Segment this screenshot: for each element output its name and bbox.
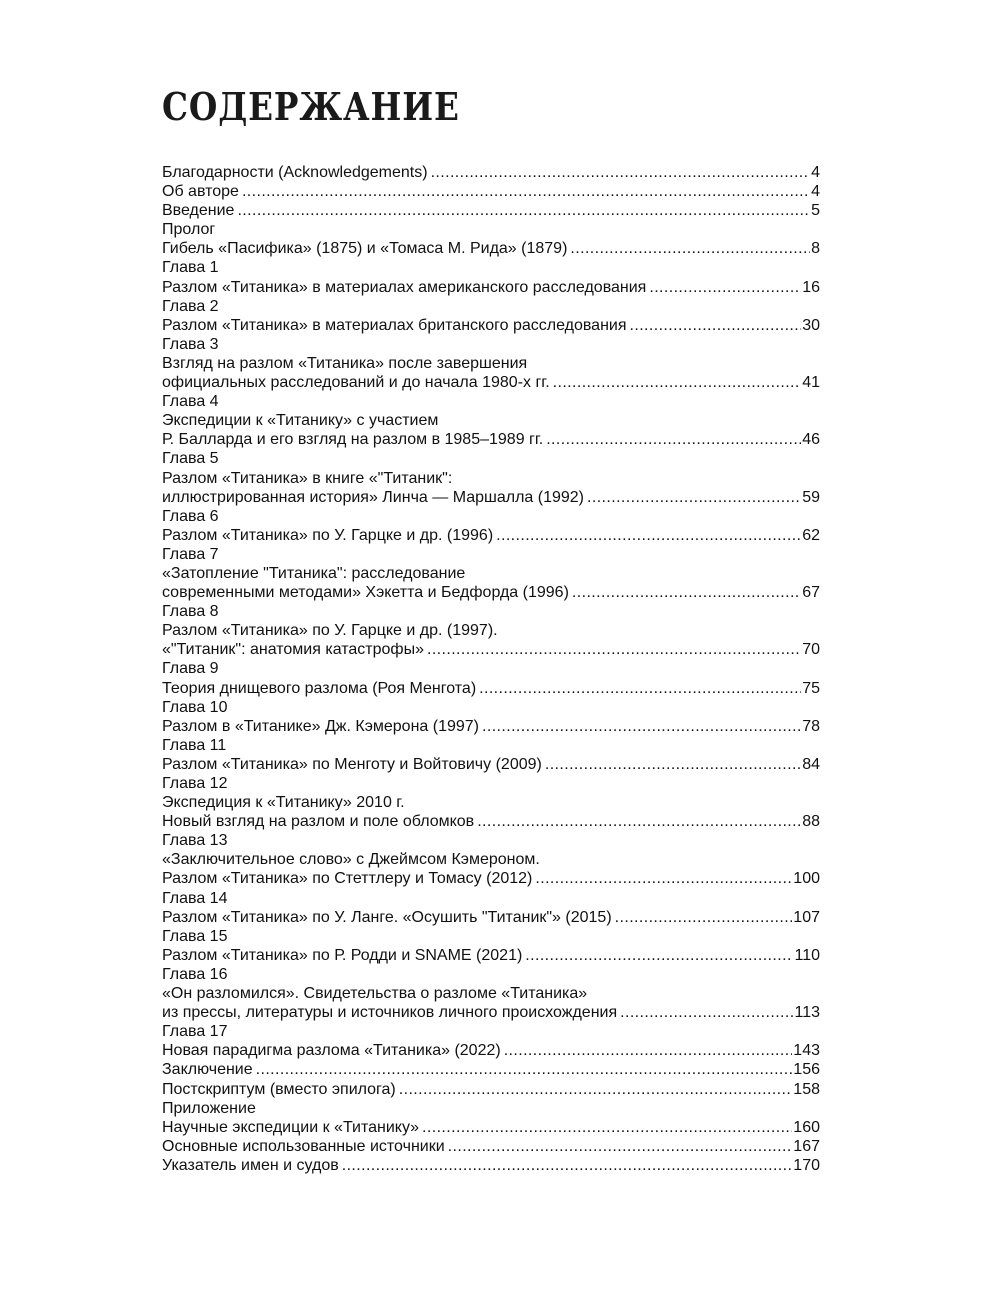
toc-entry-text: Глава 2	[162, 297, 219, 315]
toc-page-number: 46	[802, 431, 820, 449]
dot-leader	[649, 278, 801, 297]
toc-entry	[162, 965, 820, 1022]
toc-line	[162, 793, 820, 812]
toc-line	[162, 507, 820, 526]
toc-page-number: 167	[793, 1137, 820, 1155]
toc-line	[162, 545, 820, 564]
toc-line	[162, 220, 820, 239]
toc-entry	[162, 163, 820, 182]
toc-line-with-page	[162, 1137, 820, 1156]
dot-leader	[570, 239, 810, 258]
toc-entry-text: Заключение	[162, 1061, 253, 1079]
toc-line-with-page	[162, 1041, 820, 1060]
toc-line-with-page	[162, 869, 820, 888]
toc-line-with-page	[162, 278, 820, 297]
toc-entry	[162, 1137, 820, 1156]
toc-page-number: 4	[811, 164, 820, 181]
toc-line-with-page	[162, 316, 820, 335]
toc-entry-text: Разлом «Титаника» по У. Гарцке и др. (1996)	[162, 526, 494, 544]
toc-line	[162, 297, 820, 316]
toc-entry-text: Глава 8	[162, 603, 219, 621]
toc-entry-text: Глава 15	[162, 927, 228, 945]
toc-page-number: 70	[802, 641, 820, 659]
toc-entry-text: Глава 5	[162, 450, 219, 468]
toc-entry-text: Разлом «Титаника» в книге «"Титаник":	[162, 469, 453, 487]
toc-entry-text: Разлом «Титаника» по У. Ланге. «Осушить "Титаник"» (2015)	[162, 908, 612, 926]
toc-entry	[162, 297, 820, 335]
toc-entry-text: Глава 1	[162, 259, 219, 277]
toc-entry-text: Глава 7	[162, 545, 219, 563]
toc-entry	[162, 831, 820, 888]
toc-page-number: 160	[793, 1118, 820, 1136]
page-title: СОДЕРЖАНИЕ	[162, 84, 460, 129]
toc-page-number: 84	[802, 755, 820, 773]
dot-leader	[256, 1060, 793, 1079]
toc-page-number: 4	[811, 183, 820, 201]
toc-entry-text: Об авторе	[162, 183, 239, 201]
toc-line-with-page	[162, 908, 820, 927]
toc-line	[162, 659, 820, 678]
toc-line	[162, 1022, 820, 1041]
toc-line-with-page	[162, 526, 820, 545]
toc-line-with-page	[162, 679, 820, 698]
dot-leader	[496, 526, 801, 545]
toc-entry	[162, 774, 820, 831]
toc-entry	[162, 182, 820, 201]
toc-line	[162, 850, 820, 869]
dot-leader	[572, 583, 801, 602]
dot-leader	[237, 201, 810, 220]
toc-line-with-page	[162, 430, 820, 449]
toc-entry-text: иллюстрированная история» Линча — Маршалла (1992)	[162, 488, 584, 506]
toc-line-with-page	[162, 163, 820, 182]
toc-entry-text: Разлом в «Титанике» Дж. Кэмерона (1997)	[162, 717, 480, 735]
toc-entry-text: Теория днищевого разлома (Роя Менгота)	[162, 679, 477, 697]
toc-page-number: 78	[802, 717, 820, 735]
toc-page-number: 41	[802, 374, 820, 392]
toc-line-with-page	[162, 1156, 820, 1175]
toc-entry	[162, 659, 820, 697]
toc-line-with-page	[162, 755, 820, 774]
toc-entry	[162, 889, 820, 927]
toc-line-with-page	[162, 488, 820, 507]
toc-entry-text: Глава 10	[162, 698, 228, 716]
toc-line	[162, 335, 820, 354]
toc-line	[162, 411, 820, 430]
toc-entry-text: «Заключительное слово» с Джеймсом Кэмероном.	[162, 851, 540, 869]
toc-line	[162, 984, 820, 1003]
toc-page-number: 67	[802, 584, 820, 602]
dot-leader	[525, 946, 793, 965]
dot-leader	[620, 1003, 793, 1022]
toc-page-number: 30	[802, 316, 820, 334]
toc-entry-text: Экспедиции к «Титанику» с участием	[162, 412, 439, 430]
toc-entry	[162, 698, 820, 736]
toc-entry-text: «Затопление "Титаника": расследование	[162, 564, 466, 582]
dot-leader	[615, 908, 793, 927]
toc-line-with-page	[162, 946, 820, 965]
toc-line-with-page	[162, 583, 820, 602]
toc-line	[162, 774, 820, 793]
dot-leader	[553, 373, 802, 392]
toc-entry	[162, 335, 820, 392]
toc-line	[162, 564, 820, 583]
dot-leader	[630, 316, 802, 335]
toc-entry-text: «"Титаник": анатомия катастрофы»	[162, 641, 424, 659]
toc-page-number: 107	[793, 908, 820, 926]
toc-entry	[162, 201, 820, 220]
dot-leader	[342, 1156, 793, 1175]
toc-line	[162, 927, 820, 946]
toc-line	[162, 965, 820, 984]
dot-leader	[242, 182, 810, 201]
toc-page-number: 113	[794, 1004, 820, 1022]
table-of-contents	[162, 163, 820, 1175]
toc-page-number: 8	[811, 240, 820, 258]
toc-line-with-page	[162, 717, 820, 736]
toc-page-number: 170	[793, 1156, 820, 1174]
toc-line	[162, 889, 820, 908]
toc-line	[162, 258, 820, 277]
toc-line	[162, 392, 820, 411]
toc-entry-text: Разлом «Титаника» по Стеттлеру и Томасу (2012)	[162, 870, 533, 888]
toc-entry-text: Глава 4	[162, 393, 219, 411]
toc-page-number: 75	[802, 679, 820, 697]
toc-line	[162, 602, 820, 621]
toc-entry-text: Гибель «Пасифика» (1875) и «Томаса М. Рида» (1879)	[162, 240, 568, 258]
toc-line-with-page	[162, 201, 820, 220]
toc-line	[162, 354, 820, 373]
toc-entry-text: официальных расследований и до начала 1980-х гг.	[162, 374, 550, 392]
toc-entry	[162, 258, 820, 296]
dot-leader	[587, 488, 801, 507]
toc-entry-text: Введение	[162, 202, 235, 220]
dot-leader	[427, 640, 801, 659]
toc-entry-text: Глава 16	[162, 965, 228, 983]
toc-line-with-page	[162, 1080, 820, 1099]
toc-line	[162, 621, 820, 640]
toc-entry	[162, 449, 820, 506]
toc-entry-text: Научные экспедиции к «Титанику»	[162, 1118, 420, 1136]
toc-line	[162, 736, 820, 755]
toc-entry-text: Взгляд на разлом «Титаника» после завершения	[162, 354, 528, 372]
toc-entry-text: Глава 9	[162, 660, 219, 678]
toc-entry-text: Новый взгляд на разлом и поле обломков	[162, 813, 475, 831]
toc-page-number: 88	[802, 813, 820, 831]
toc-entry-text: Постскриптум (вместо эпилога)	[162, 1080, 396, 1098]
toc-entry	[162, 507, 820, 545]
toc-entry-text: Разлом «Титаника» в материалах британского расследования	[162, 316, 627, 334]
dot-leader	[422, 1118, 792, 1137]
toc-line	[162, 698, 820, 717]
toc-entry	[162, 220, 820, 258]
toc-line-with-page	[162, 373, 820, 392]
toc-entry-text: Р. Балларда и его взгляд на разлом в 1985–1989 гг.	[162, 431, 544, 449]
dot-leader	[477, 812, 801, 831]
dot-leader	[504, 1041, 793, 1060]
toc-entry	[162, 392, 820, 449]
toc-page-number: 156	[793, 1061, 820, 1079]
toc-page-number: 62	[802, 526, 820, 544]
toc-entry	[162, 927, 820, 965]
toc-entry-text: Глава 13	[162, 832, 228, 850]
toc-page-number: 110	[794, 946, 820, 964]
toc-entry-text: современными методами» Хэкетта и Бедфорда (1996)	[162, 584, 569, 602]
toc-line	[162, 831, 820, 850]
toc-line	[162, 469, 820, 488]
toc-line-with-page	[162, 1003, 820, 1022]
dot-leader	[479, 679, 801, 698]
toc-entry-text: Разлом «Титаника» по Р. Родди и SNAME (2021)	[162, 946, 523, 964]
toc-line-with-page	[162, 812, 820, 831]
toc-entry-text: Разлом «Титаника» по Менготу и Войтовичу (2009)	[162, 755, 542, 773]
toc-page-number: 16	[802, 278, 820, 296]
toc-entry	[162, 1060, 820, 1079]
toc-line-with-page	[162, 182, 820, 201]
toc-line-with-page	[162, 1118, 820, 1137]
toc-line	[162, 1099, 820, 1118]
toc-entry-text: Указатель имен и судов	[162, 1156, 339, 1174]
toc-entry-text: Разлом «Титаника» в материалах американского расследования	[162, 278, 647, 296]
toc-line-with-page	[162, 1060, 820, 1079]
toc-page-number: 158	[793, 1080, 820, 1098]
dot-leader	[448, 1137, 793, 1156]
toc-entry	[162, 1022, 820, 1060]
dot-leader	[535, 869, 792, 888]
toc-line-with-page	[162, 239, 820, 258]
dot-leader	[482, 717, 801, 736]
toc-page-number: 5	[811, 202, 820, 220]
toc-entry	[162, 1080, 820, 1099]
toc-entry-text: Пролог	[162, 221, 216, 239]
toc-entry-text: Благодарности (Acknowledgements)	[162, 164, 428, 181]
toc-page-number: 100	[793, 870, 820, 888]
toc-entry	[162, 736, 820, 774]
toc-entry	[162, 545, 820, 602]
toc-entry-text: Новая парадигма разлома «Титаника» (2022)	[162, 1042, 501, 1060]
toc-entry-text: Основные использованные источники	[162, 1137, 445, 1155]
toc-line	[162, 449, 820, 468]
toc-entry-text: Глава 17	[162, 1023, 228, 1041]
toc-entry-text: «Он разломился». Свидетельства о разломе «Титаника»	[162, 985, 588, 1003]
toc-entry	[162, 602, 820, 659]
toc-entry	[162, 1099, 820, 1137]
toc-entry-text: Глава 14	[162, 889, 228, 907]
toc-entry-text: Приложение	[162, 1099, 256, 1117]
toc-entry-text: Глава 11	[162, 736, 227, 754]
toc-entry-text: Экспедиция к «Титанику» 2010 г.	[162, 794, 405, 812]
dot-leader	[546, 430, 801, 449]
toc-entry-text: Глава 12	[162, 775, 228, 792]
toc-entry-text: Разлом «Титаника» по У. Гарцке и др. (1997).	[162, 622, 498, 640]
toc-line-with-page	[162, 640, 820, 659]
toc-entry-text: Глава 3	[162, 335, 219, 353]
dot-leader	[431, 163, 811, 182]
toc-entry-text: Глава 6	[162, 507, 219, 525]
toc-entry	[162, 1156, 820, 1175]
toc-page-number: 59	[802, 488, 820, 506]
dot-leader	[545, 755, 801, 774]
toc-entry-text: из прессы, литературы и источников личного происхождения	[162, 1004, 618, 1022]
dot-leader	[399, 1080, 793, 1099]
toc-page-number: 143	[793, 1042, 820, 1060]
